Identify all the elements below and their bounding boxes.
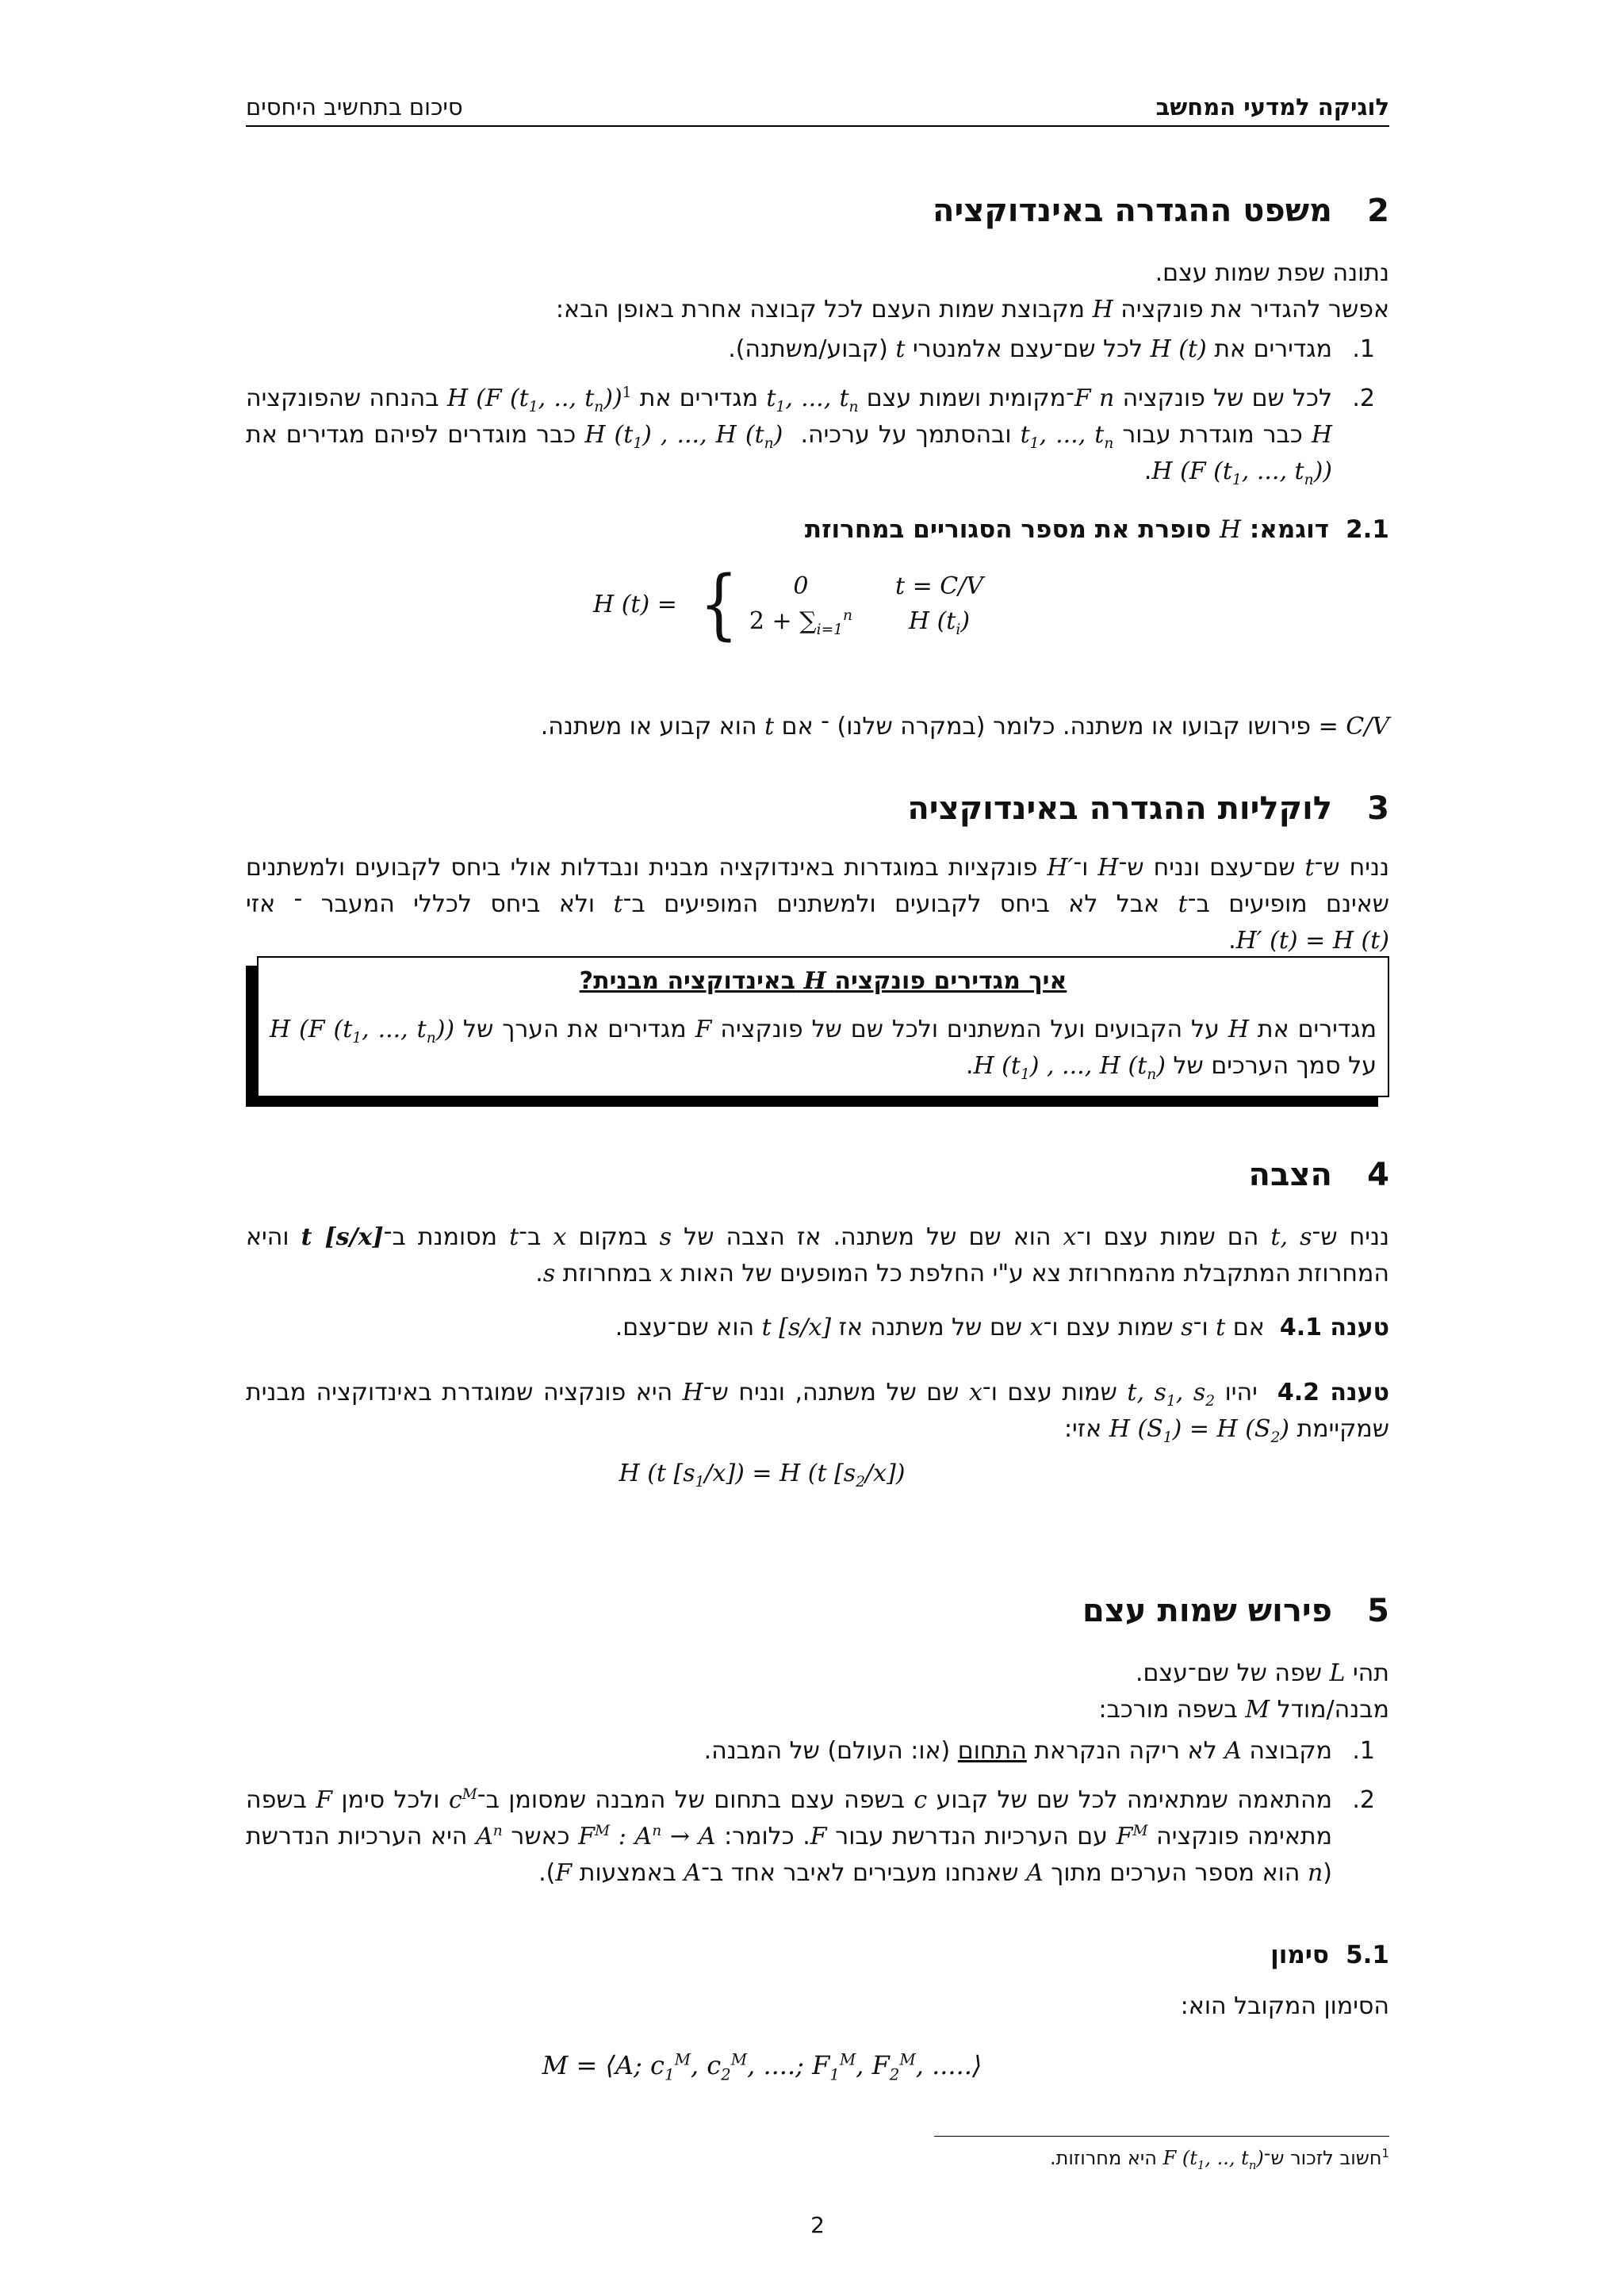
section-3-paragraph: נניח ש־t שם־עצם ונניח ש־H ו־H′ פונקציות במוגדרות באינדוקציה מבנית ונבדלות אולי ביחס לקבועים ולמשתנים שאינם מופיעים ב־t אבל לא ביחס לקבועים ולמשתנים המופיעים ב־t ולא ביחס לכללי המעבר ־ אזי H′ (t) = H (t). xyxy=(246,854,1389,955)
subsection-2-1-heading: 2.1דוגמא: H סופרת את מספר הסגוריים במחרוזת xyxy=(804,515,1389,544)
section-5 xyxy=(246,1590,1389,1632)
header-course: לוגיקה למדעי המחשב xyxy=(1155,94,1389,121)
claim-4-1: טענה 4.1 אם t ו־s שמות עצם ו־x שם של משתנה אז t [s/x] הוא שם־עצם. xyxy=(615,1314,1389,1341)
header-subject: סיכום בתחשיב היחסים xyxy=(246,94,463,121)
list-item: 2. מהתאמה שמתאימה לכל שם של קבוע c בשפה עצם בתחום של המבנה שמסומן $ב־c^M$ ולכל סימן F בשפה מתאימה פונקציה $F^M$ עם הערכיות הנדרשת עבור F. כלומר: $F^M$ : $A^n \to A$ כאשר $A^n$ היא הערכיות הנדרשת (n הוא מספר הערכים מתוך A שאנחנו מעבירים לאיבר אחד ב־A באמצעות F). xyxy=(246,1786,1375,1887)
footnote: $^1$חשוב לזכור ש־F ($t_1$, .., $t_n$) היא מחרוזות. xyxy=(1049,2146,1389,2172)
list-item: 1. מגדירים את H (t) לכל שם־עצם אלמנטרי t (קבוע/משתנה). xyxy=(728,335,1375,363)
section-2 xyxy=(246,190,1389,232)
section-4-heading: 4הצבה xyxy=(1248,1157,1389,1193)
section-2-body xyxy=(246,255,1389,328)
section-4 xyxy=(246,1154,1389,1196)
section-4-paragraph: נניח ש־t, s הם שמות עצם ו־x הוא שם של משתנה. אז הצבה של s במקום x ב־t מסומנת ב־t [s/x] והיא המחרוזת המתקבלת מהמחרוזת צא ע"י החלפת כל המופעים של האות x במחרוזת s. xyxy=(246,1223,1389,1288)
definition-box-text: מגדירים את H על הקבועים ועל המשתנים ולכל שם של פונקציה F מגדירים את הערך של H (F ($t_1$, ..., $t_n$)) על סמך הערכים של H $(t_1)$ , ..., H $(t_n)$. xyxy=(270,1016,1377,1083)
section-2-line1: נתונה שפת שמות עצם. xyxy=(1155,259,1389,287)
cv-explanation: C/V = פירושו קבועו או משתנה. כלומר (במקרה שלנו) ־ אם t הוא קבוע או משתנה. xyxy=(540,713,1389,740)
h-definition-equation: H (t) = { 0 t = C/V $2 + \sum_{i=1}^n$ H $(t_i)$ xyxy=(593,560,983,649)
section-2-line2: אפשר להגדיר את פונקציה H מקבוצת שמות העצם לכל קבוצה אחרת באופן הבא: xyxy=(555,296,1389,323)
section-3-heading: 3לוקליות ההגדרה באינדוקציה xyxy=(907,790,1389,827)
subsection-5-1-heading: 5.1סימון xyxy=(1270,1941,1389,1969)
section-5-list xyxy=(246,1733,1389,1892)
structure-notation-equation: M = ⟨A; $c_1^M$, $c_2^M$, ....; $F_1^M$, $F_2^M$, .....⟩ xyxy=(542,2050,982,2084)
section-5-heading: 5פירוש שמות עצם xyxy=(1082,1593,1389,1629)
footnote-rule xyxy=(934,2136,1389,2137)
list-item: 1. מקבוצה A לא ריקה הנקראת התחום (או: העולם) של המבנה. xyxy=(703,1737,1375,1765)
definition-box xyxy=(257,956,1389,1097)
definition-box-title: איך מגדירים פונקציה H באינדוקציה מבנית? xyxy=(579,967,1067,995)
section-2-list xyxy=(246,331,1389,490)
section-5-line2: מבנה/מודל M בשפה מורכב: xyxy=(1098,1696,1389,1724)
claim-4-2: טענה 4.2 יהיו t, $s_1$, $s_2$ שמות עצם ו־x שם של משתנה, ונניח ש־H היא פונקציה שמוגדרת באינדוקציה מבנית שמקיימת H $(S_1) = H$ $(S_2)$ אזי: xyxy=(246,1379,1389,1446)
claim-4-2-equation: H (t $[s_1/x]) = H$ (t $[s_2/x]$) xyxy=(619,1460,906,1490)
section-5-intro xyxy=(246,1655,1389,1728)
subsection-5-1 xyxy=(246,1938,1389,1973)
page-number: 2 xyxy=(810,2212,825,2238)
subsection-2-1 xyxy=(246,512,1389,547)
list-item: 2. לכל שם של פונקציה F n־מקומית ושמות עצם $t_1$, ..., $t_n$ מגדירים את H (F ($t_1$, .., $t_n))^1$ בהנחה שהפונקציה H כבר מוגדרת עבור $t_1$, ..., $t_n$ ובהסתמך על ערכיה. H $(t_1)$ , ..., H $(t_n)$ כבר מוגדרים לפיהם מגדירים את H (F ($t_1$, ..., $t_n$)). xyxy=(246,385,1375,488)
section-5-line1: תהי L שפה של שם־עצם. xyxy=(1135,1659,1389,1687)
section-2-heading: 2משפט ההגדרה באינדוקציה xyxy=(932,193,1389,229)
notation-intro: הסימון המקובל הוא: xyxy=(1180,1992,1389,2020)
section-3 xyxy=(246,788,1389,829)
page xyxy=(246,94,1389,2266)
running-header xyxy=(246,94,1389,127)
